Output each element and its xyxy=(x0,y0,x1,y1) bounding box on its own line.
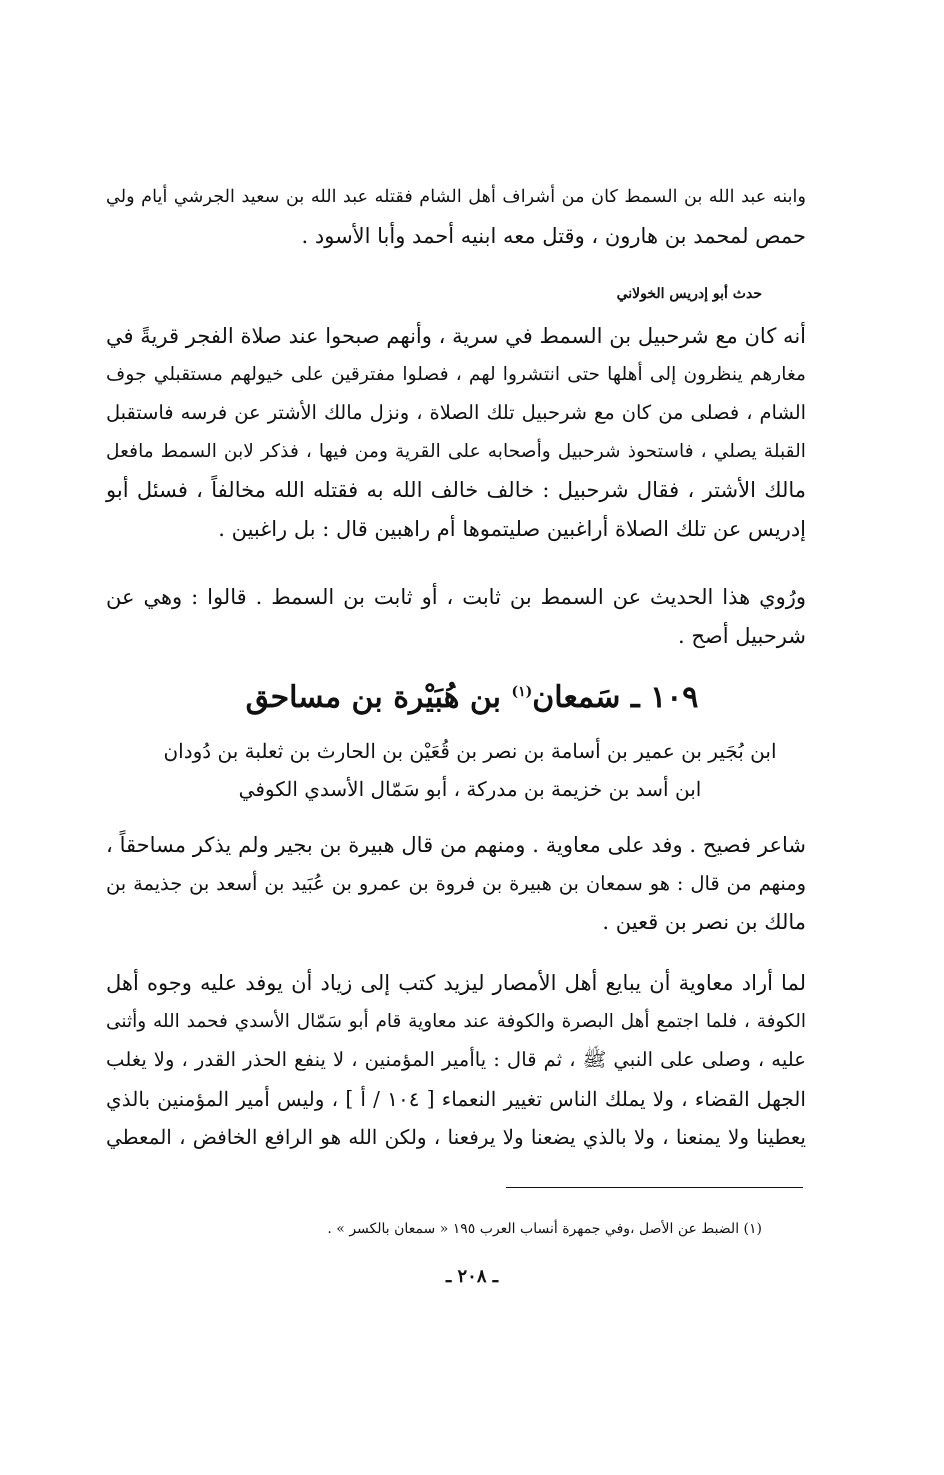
lineage-line: ابن أسد بن خزيمة بن مدركة ، أبو سَمّال الأسدي الكوفي xyxy=(238,777,702,801)
paragraph-1 xyxy=(106,178,806,255)
paragraph-4 xyxy=(106,826,806,942)
paragraph-2 xyxy=(106,317,806,548)
paragraph-line: شاعر فصيح . وفد على معاوية . ومنهم من قال هبيرة بن بجير ولم يذكر مساحقاً ، xyxy=(106,833,806,857)
footnote-reference: (١) xyxy=(511,684,533,700)
paragraph-line: أنه كان مع شرحبيل بن السمط في سرية ، وأنهم صبحوا عند صلاة الفجر قريةً في xyxy=(106,324,806,348)
paragraph-line: الجهل القضاء ، ولا يملك الناس تغيير النعماء [ ١٠٤ / أ ] ، وليس أمير المؤمنين بالذي xyxy=(106,1086,806,1111)
paragraph-line: يعطينا ولا يمنعنا ، ولا بالذي يضعنا ولا يرفعنا ، ولكن الله هو الرافع الخافض ، المعطي xyxy=(106,1125,806,1149)
footnote-text: (١) الضبط عن الأصل ،وفي جمهرة أنساب العرب ١٩٥ « سمعان بالكسر » . xyxy=(327,1221,762,1237)
paragraph-line: إدريس عن تلك الصلاة أراغبين صليتموها أم راهبين قال : بل راغبين . xyxy=(218,516,806,541)
entry-name-end: بن هُبَيْرة بن مساحق xyxy=(245,680,502,715)
paragraph-line: ومنهم من قال : هو سمعان بن هبيرة بن فروة بن عمرو بن عُبَيد بن أسعد بن جذيمة بن xyxy=(106,871,806,895)
narrator-subheading: حدث أبو إدريس الخولاني xyxy=(616,286,762,302)
paragraph-line: القبلة يصلي ، فاستحوذ شرحبيل وأصحابه على القرية ومن فيها ، فذكر لابن السمط مافعل xyxy=(106,440,806,462)
paragraph-line: ورُوي هذا الحديث عن السمط بن ثابت ، أو ثابت بن السمط . قالوا : وهي عن xyxy=(106,585,806,609)
paragraph-line: مالك الأشتر ، فقال شرحبيل : خالف خالف الله به فقتله الله مخالفاً ، فسئل أبو xyxy=(106,478,806,502)
entry-name-start: سَمعان xyxy=(532,680,621,715)
paragraph-line: الشام ، فصلى من كان مع شرحبيل تلك الصلاة ، ونزل مالك الأشتر عن فرسه فاستقبل xyxy=(106,401,806,424)
lineage-line: ابن بُجَير بن عمير بن أسامة بن نصر بن قُعَيْن بن الحارث بن ثعلبة بن دُودان xyxy=(163,739,777,763)
lineage-block xyxy=(120,732,820,808)
paragraph-3 xyxy=(106,578,806,655)
paragraph-line: لما أراد معاوية أن يبايع أهل الأمصار ليزيد كتب إلى زياد أن يوفد عليه وجوه أهل xyxy=(106,971,806,995)
paragraph-line: عليه ، وصلى على النبي ﷺ ، ثم قال : ياأمير المؤمنين ، لا ينفع الحذر القدر ، ولا يغلب xyxy=(106,1048,806,1071)
paragraph-line: شرحبيل أصح . xyxy=(678,623,806,648)
footnote-divider xyxy=(506,1187,803,1188)
paragraph-line: مغارهم ينظرون إلى أهلها حتى انتشروا لهم ، فصلوا مفترقين على خيولهم مستقبلي جوف xyxy=(106,363,806,385)
paragraph-line: وابنه عبد الله بن السمط كان من أشراف أهل الشام فقتله عبد الله بن سعيد الجرشي أيام ولي xyxy=(106,187,806,207)
paragraph-5 xyxy=(106,964,806,1157)
paragraph-line: مالك بن نصر بن قعين . xyxy=(602,910,806,934)
page-number: ـ ٢٠٨ ـ xyxy=(445,1266,499,1287)
paragraph-line: الكوفة ، فلما اجتمع أهل البصرة والكوفة عند معاوية قام أبو سَمّال الأسدي فحمد الله وأثنى xyxy=(106,1010,806,1032)
paragraph-line: حمص لمحمد بن هارون ، وقتل معه ابنيه أحمد وأبا الأسود . xyxy=(301,223,806,248)
entry-number: ١٠٩ xyxy=(650,680,699,715)
entry-heading: ١٠٩ ـ سَمعان$^{(١)}$ بن هُبَيْرة بن مساحق xyxy=(245,680,699,715)
